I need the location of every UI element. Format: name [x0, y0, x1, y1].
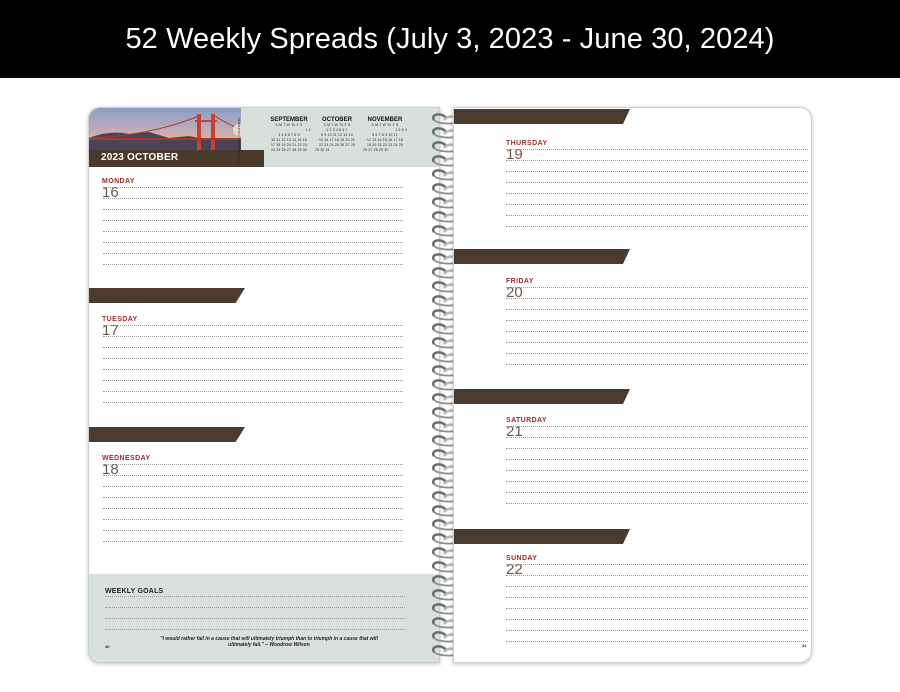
page-number: 40 — [105, 644, 110, 649]
day-number: 21 — [506, 423, 523, 440]
quote: "I would rather fail in a cause that will ultimately triumph than to triumph in a cause that will ultimately fail." – Woodrow Wilson — [160, 636, 378, 648]
day-number: 19 — [506, 146, 523, 163]
mini-calendar-september: SEPTEMBER S M T W Th F S 1 2 3 4 5 6 7 8 9 10 11 12 13 14 15 16 17 18 19 20 21 22 23 24 25 26 27 28 29 30 — [270, 117, 311, 152]
mini-calendar-october: OCTOBER S M T W Th F S 1 2 3 4 5 6 7 8 9 10 11 12 13 14 15 16 17 18 19 20 21 22 23 24 25 26 27 28 29 30 31 — [315, 117, 356, 152]
page-number: 41 — [802, 643, 807, 648]
divider-tab — [454, 249, 630, 264]
divider-tab — [89, 427, 245, 442]
writing-lines-saturday[interactable] — [506, 416, 808, 504]
day-number: 20 — [506, 284, 523, 301]
divider-tab — [454, 389, 630, 404]
day-number: 22 — [506, 561, 523, 578]
day-name: WEDNESDAY — [102, 455, 151, 462]
day-name: MONDAY — [102, 178, 135, 185]
divider-tab — [454, 109, 630, 124]
day-number: 16 — [102, 184, 119, 201]
right-page — [453, 107, 812, 663]
month-label: 2023 OCTOBER — [101, 152, 179, 163]
day-name: FRIDAY — [506, 278, 534, 285]
day-name: SUNDAY — [506, 555, 538, 562]
divider-tab — [89, 288, 245, 303]
banner — [0, 0, 900, 78]
day-number: 18 — [102, 461, 119, 478]
mini-calendar-november: NOVEMBER S M T W Th F S 1 2 3 4 5 6 7 8 9 10 11 12 13 14 15 16 17 18 19 20 21 22 23 24 25 26 27 28 29 30 — [363, 117, 407, 152]
day-name: THURSDAY — [506, 140, 548, 147]
writing-lines-tuesday[interactable] — [103, 315, 403, 403]
weekly-goals-label: WEEKLY GOALS — [105, 588, 164, 595]
banner-title: 52 Weekly Spreads (July 3, 2023 - June 30, 2024) — [125, 22, 775, 55]
left-page — [88, 107, 440, 663]
writing-lines-goals[interactable] — [105, 586, 405, 630]
writing-lines-sunday[interactable] — [506, 554, 808, 642]
writing-lines-thursday[interactable] — [506, 139, 808, 227]
photo-caption: SAN FRANCISCO, CALIFORNIA — [237, 117, 241, 162]
writing-lines-monday[interactable] — [103, 177, 403, 265]
divider-tab — [454, 529, 630, 544]
day-name: SATURDAY — [506, 417, 547, 424]
writing-lines-friday[interactable] — [506, 277, 808, 365]
day-number: 17 — [102, 322, 119, 339]
weekly-goals-section — [89, 574, 439, 662]
writing-lines-wednesday[interactable] — [103, 454, 403, 542]
day-name: TUESDAY — [102, 316, 138, 323]
